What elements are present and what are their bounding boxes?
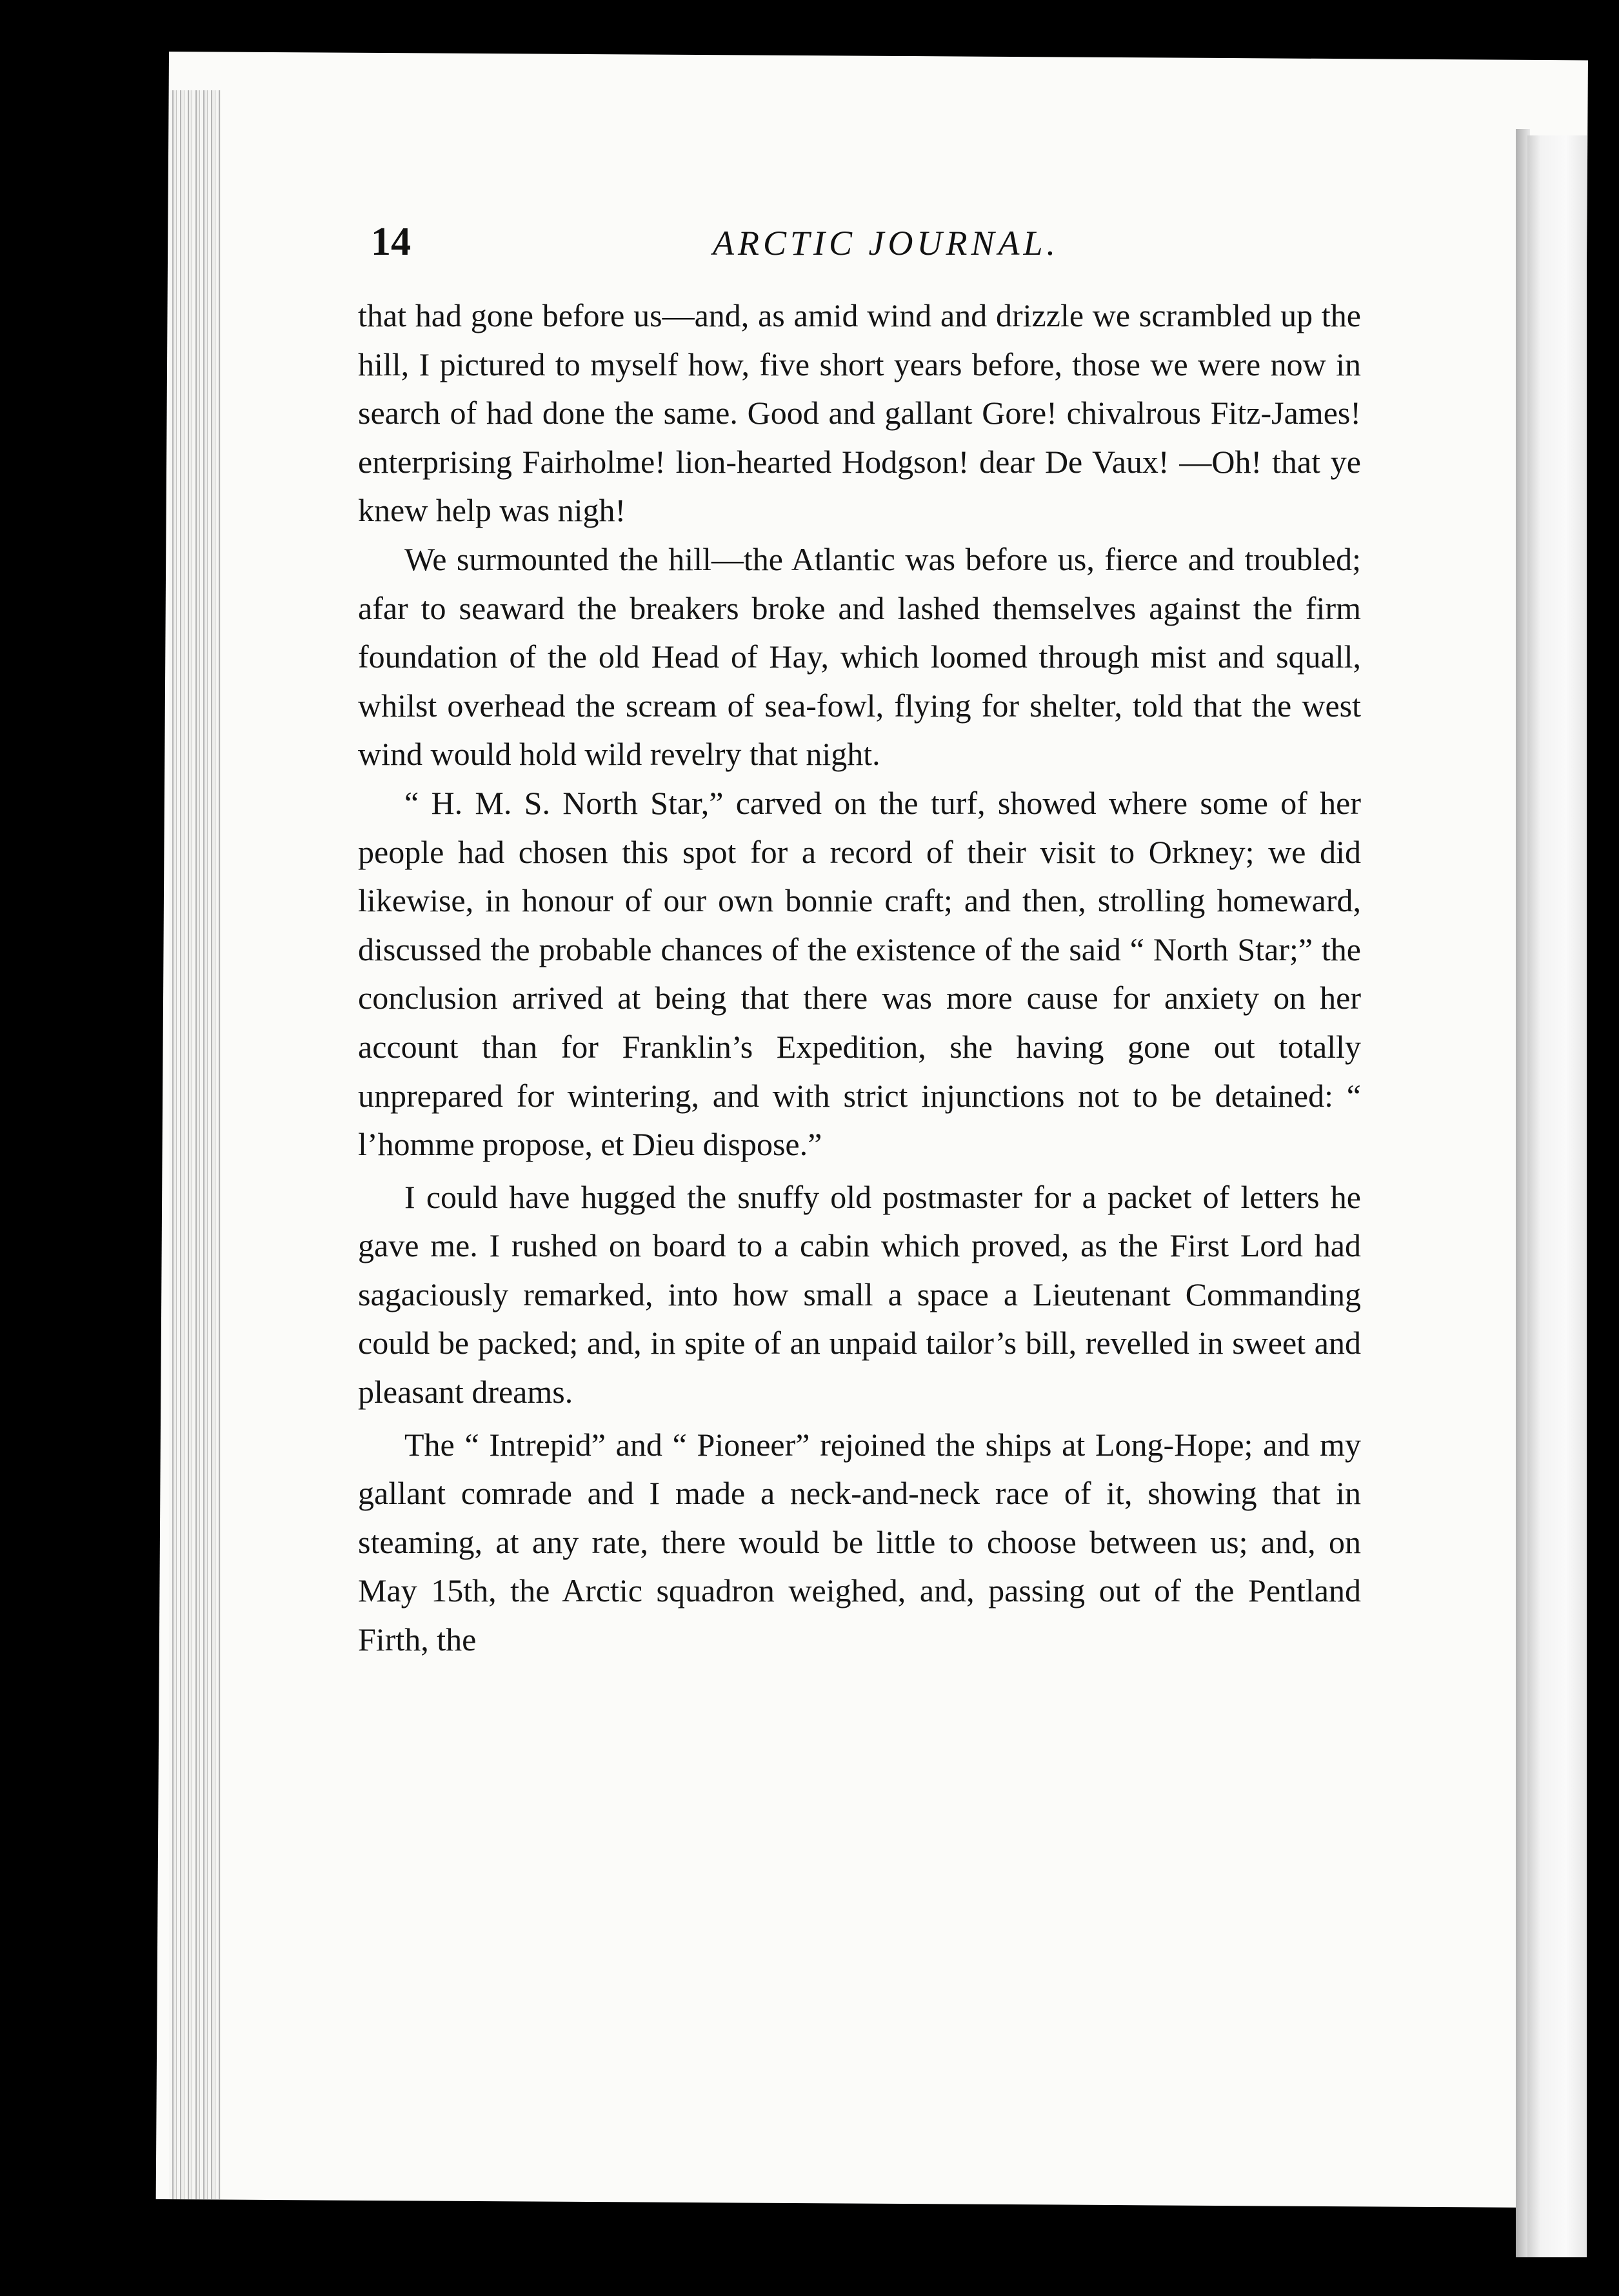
running-title: ARCTIC JOURNAL. [713, 224, 1060, 262]
paragraph-2: We surmounted the hill—the Atlantic was before us, fierce and troubled; afar to seaward the breakers broke and lashed themselves against the firm foundation of the old Head of Hay, which loomed through mist and squall, whilst overhead the scream of sea-fowl, flying for shelter, told that the west wind would hold wild revelry that night. [358, 540, 1361, 773]
page-number: 14 [371, 220, 411, 264]
page-edges [169, 90, 221, 2199]
body-text [358, 292, 1361, 1665]
running-head [371, 219, 1429, 271]
paragraph-5: The “ Intrepid” and “ Pioneer” rejoined the ships at Long-Hope; and my gallant comrade and I made a neck-and-neck race of it, showing that in steaming, at any rate, there would be little to choose between us; and, on May 15th, the Arctic squadron weighed, and, passing out of the Pentland Firth, the [358, 1426, 1361, 1658]
paragraph-4: I could have hugged the snuffy old postmaster for a packet of letters he gave me. I rushed on board to a cabin which proved, as the First Lord had sagaciously remarked, into how small a space a Lieutenant Commanding could be packed; and, in spite of an unpaid tailor’s bill, revelled in sweet and pleasant dreams. [358, 1178, 1361, 1410]
paragraph-1: that had gone before us—and, as amid wind and drizzle we scrambled up the hill, I pictured to myself how, five short years before, those we were now in search of had done the same. Good and gallant Gore! chivalrous Fitz-James! enterprising Fairholme! lion-hearted Hodgson! dear De Vaux! —Oh! that ye knew help was nigh! [358, 297, 1361, 529]
facing-page-edge [1527, 135, 1587, 2257]
paragraph-3: “ H. M. S. North Star,” carved on the turf, showed where some of her people had chosen this spot for a record of their visit to Orkney; we did likewise, in honour of our own bonnie craft; and then, strolling homeward, discussed the probable chances of the existence of the said “ North Star;” the conclusion arrived at being that there was more cause for anxiety on her account than for Franklin’s Expedition, she having gone out totally unprepared for wintering, and with strict injunctions not to be detained: “ l’homme propose, et Dieu dispose.” [358, 784, 1361, 1163]
